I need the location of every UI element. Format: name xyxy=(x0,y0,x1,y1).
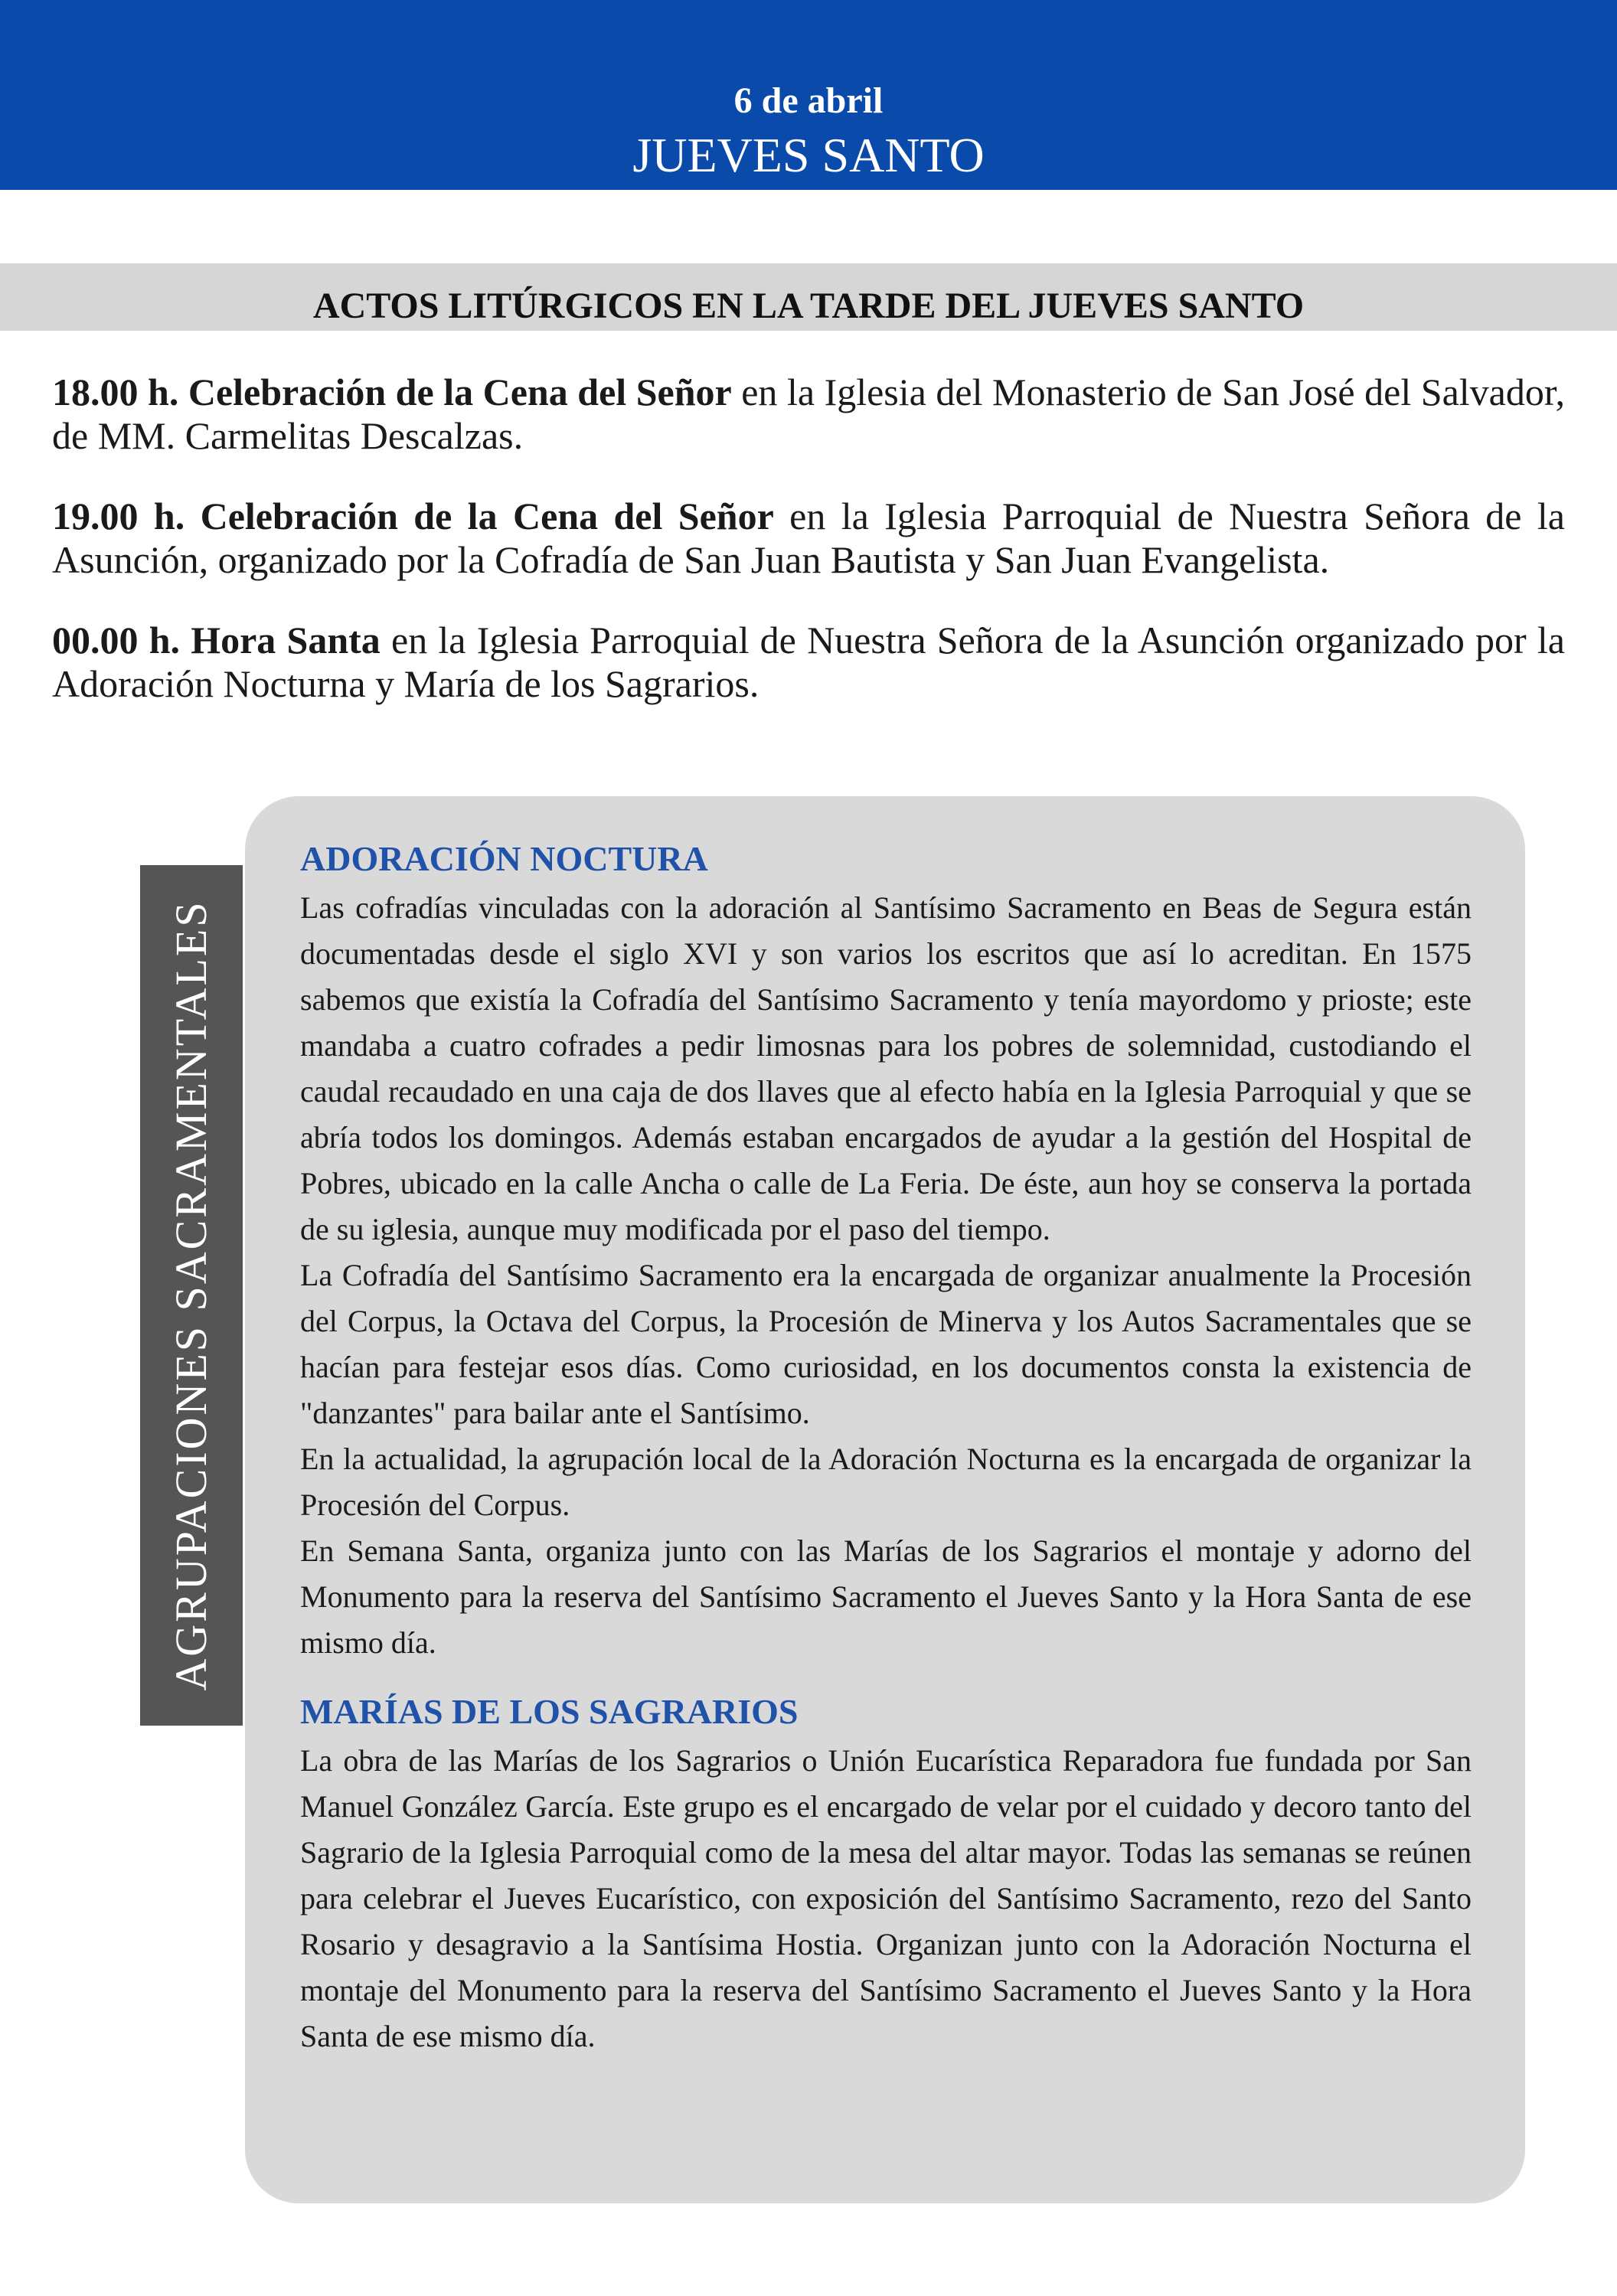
event-item xyxy=(52,619,1565,706)
adoracion-paragraph: En Semana Santa, organiza junto con las Marías de los Sagrarios el montaje y adorno del Monumento para la reserva del Santísimo Sacramento el Jueves Santo y la Hora Santa de ese mismo día. xyxy=(300,1533,1472,1660)
adoracion-paragraph: Las cofradías vinculadas con la adoración al Santísimo Sacramento en Beas de Segura están documentadas desde el siglo XVI y son varios los escritos que así lo acreditan. En 1575 sabemos que existía la Cofradía del Santísimo Sacramento y tenía mayordomo y prioste; este mandaba a cuatro cofrades a pedir limosnas para los pobres de solemnidad, custodiando el caudal recaudado en una caja de dos llaves que al efecto había en la Iglesia Parroquial y que se abría todos los domingos. Además estaban encargados de ayudar a la gestión del Hospital de Pobres, ubicado en la calle Ancha o calle de La Feria. De éste, aun hoy se conserva la portada de su iglesia, aunque muy modificada por el paso del tiempo. xyxy=(300,890,1472,1246)
event-description: en la Iglesia Parroquial de Nuestra Señora de la Asunción, organizado por la Cofradía de San Juan Bautista y San Juan Evangelista. xyxy=(52,495,1565,581)
marias-paragraph: La obra de las Marías de los Sagrarios o Unión Eucarística Reparadora fue fundada por San Manuel González García. Este grupo es el encargado de velar por el cuidado y decoro tanto del Sagrario de la Iglesia Parroquial como de la mesa del altar mayor. Todas las semanas se reúnen para celebrar el Jueves Eucarístico, con exposición del Santísimo Sacramento, rezo del Santo Rosario y desagravio a la Santísima Hostia. Organizan junto con la Adoración Nocturna el montaje del Monumento para la reserva del Santísimo Sacramento el Jueves Santo y la Hora Santa de ese mismo día. xyxy=(300,1743,1472,2053)
adoracion-paragraph: La Cofradía del Santísimo Sacramento era la encargada de organizar anualmente la Procesión del Corpus, la Octava del Corpus, la Procesión de Minerva y los Autos Sacramentales que se hacían para festejar esos días. Como curiosidad, en los documentos consta la existencia de "danzantes" para bailar ante el Santísimo. xyxy=(300,1258,1472,1430)
event-description: en la Iglesia del Monasterio de San José del Salvador, de MM. Carmelitas Descalzas. xyxy=(52,371,1565,457)
event-time-title: 19.00 h. Celebración de la Cena del Señor xyxy=(52,495,774,537)
event-time-title: 18.00 h. Celebración de la Cena del Señor xyxy=(52,371,732,413)
marias-heading: MARÍAS DE LOS SAGRARIOS xyxy=(300,1692,799,1731)
event-description: en la Iglesia Parroquial de Nuestra Señora de la Asunción organizado por la Adoración Nocturna y María de los Sagrarios. xyxy=(52,619,1565,705)
info-content xyxy=(300,838,1472,2059)
header-band xyxy=(0,0,1617,190)
adoracion-paragraph: En la actualidad, la agrupación local de la Adoración Nocturna es la encargada de organizar la Procesión del Corpus. xyxy=(300,1442,1472,1522)
header-date: 6 de abril xyxy=(733,80,884,121)
sidebar-label: AGRUPACIONES SACRAMENTALES xyxy=(166,900,216,1691)
event-item xyxy=(52,371,1565,458)
event-item xyxy=(52,495,1565,582)
adoracion-heading: ADORACIÓN NOCTURA xyxy=(300,839,708,878)
section-gap xyxy=(300,1666,1472,1690)
header-title: JUEVES SANTO xyxy=(632,128,985,182)
event-time-title: 00.00 h. Hora Santa xyxy=(52,619,381,661)
events-list xyxy=(52,371,1565,743)
section-title: ACTOS LITÚRGICOS EN LA TARDE DEL JUEVES SANTO xyxy=(312,286,1305,326)
